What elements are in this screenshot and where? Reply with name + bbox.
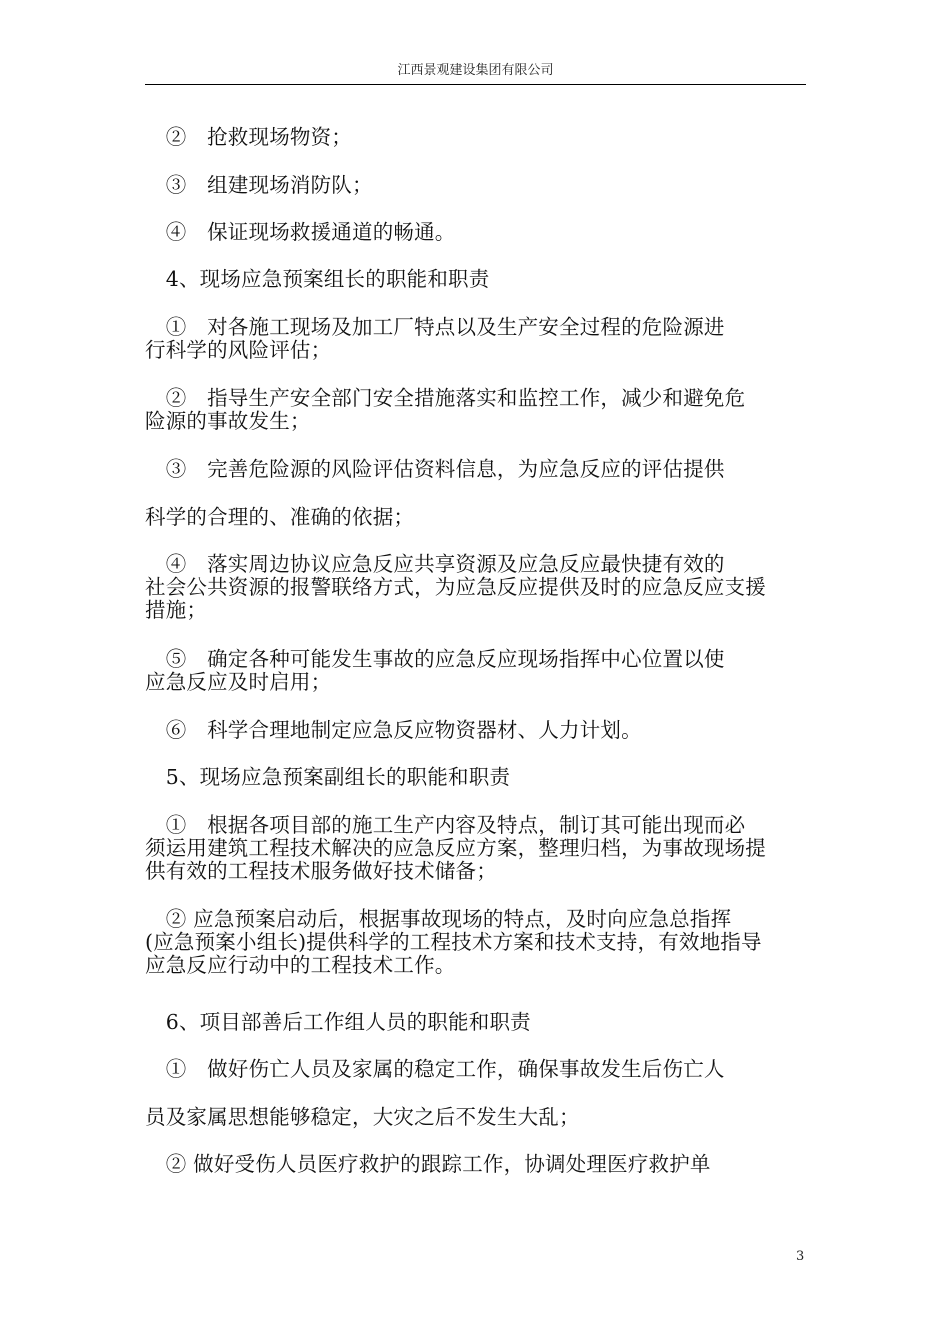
list-item [145, 506, 807, 529]
text-line: 险源的事故发生； [145, 409, 311, 433]
list-item [145, 648, 807, 694]
text-line: ③ 完善危险源的风险评估资料信息，为应急反应的评估提供 [145, 457, 725, 481]
list-item [145, 814, 807, 883]
text-line: 供有效的工程技术服务做好技术储备； [145, 859, 497, 883]
text-line: ④ 落实周边协议应急反应共享资源及应急反应最快捷有效的 [145, 552, 725, 576]
section-heading [145, 268, 807, 291]
list-item [145, 221, 807, 244]
list-item [145, 126, 807, 149]
list-item [145, 174, 807, 197]
text-line: ④ 保证现场救援通道的畅通。 [145, 220, 456, 244]
text-line: ⑤ 确定各种可能发生事故的应急反应现场指挥中心位置以使 [145, 647, 725, 671]
list-item [145, 1106, 807, 1129]
text-line: 应急反应及时启用； [145, 670, 332, 694]
list-item [145, 1153, 807, 1176]
text-line: ② 应急预案启动后，根据事故现场的特点，及时向应急总指挥 [145, 907, 732, 931]
section-heading [145, 766, 807, 789]
company-name: 江西景观建设集团有限公司 [397, 63, 554, 78]
text-line: ② 抢救现场物资； [145, 125, 352, 149]
text-line: ① 做好伤亡人员及家属的稳定工作，确保事故发生后伤亡人 [145, 1057, 725, 1081]
page-header [145, 62, 806, 85]
text-line: ① 根据各项目部的施工生产内容及特点，制订其可能出现而必 [145, 813, 746, 837]
list-item [145, 719, 807, 742]
list-item [145, 908, 807, 977]
text-line: ⑥ 科学合理地制定应急反应物资器材、人力计划。 [145, 718, 642, 742]
text-line: (应急预案小组长)提供科学的工程技术方案和技术支持，有效地指导 [145, 930, 762, 954]
text-line: 4、现场应急预案组长的职能和职责 [145, 267, 490, 291]
text-line: 科学的合理的、准确的依据； [145, 505, 415, 529]
text-line: ② 做好受伤人员医疗救护的跟踪工作，协调处理医疗救护单 [145, 1152, 711, 1176]
text-line: 措施； [145, 598, 208, 622]
text-line: 应急反应行动中的工程技术工作。 [145, 953, 456, 977]
text-line: 社会公共资源的报警联络方式，为应急反应提供及时的应急反应支援 [145, 575, 766, 599]
list-item [145, 553, 807, 622]
text-line: 5、现场应急预案副组长的职能和职责 [145, 765, 511, 789]
page-number: 3 [796, 1249, 805, 1264]
text-line: 6、项目部善后工作组人员的职能和职责 [145, 1010, 531, 1034]
text-line: ① 对各施工现场及加工厂特点以及生产安全过程的危险源进 [145, 315, 725, 339]
text-line: ② 指导生产安全部门安全措施落实和监控工作，减少和避免危 [145, 386, 746, 410]
text-line: 须运用建筑工程技术解决的应急反应方案，整理归档，为事故现场提 [145, 836, 766, 860]
text-line: ③ 组建现场消防队； [145, 173, 373, 197]
list-item [145, 387, 807, 433]
list-item [145, 1058, 807, 1081]
list-item [145, 316, 807, 362]
section-heading [145, 1011, 807, 1034]
text-line: 行科学的风险评估； [145, 338, 332, 362]
list-item [145, 458, 807, 481]
text-line: 员及家属思想能够稳定，大灾之后不发生大乱； [145, 1105, 580, 1129]
